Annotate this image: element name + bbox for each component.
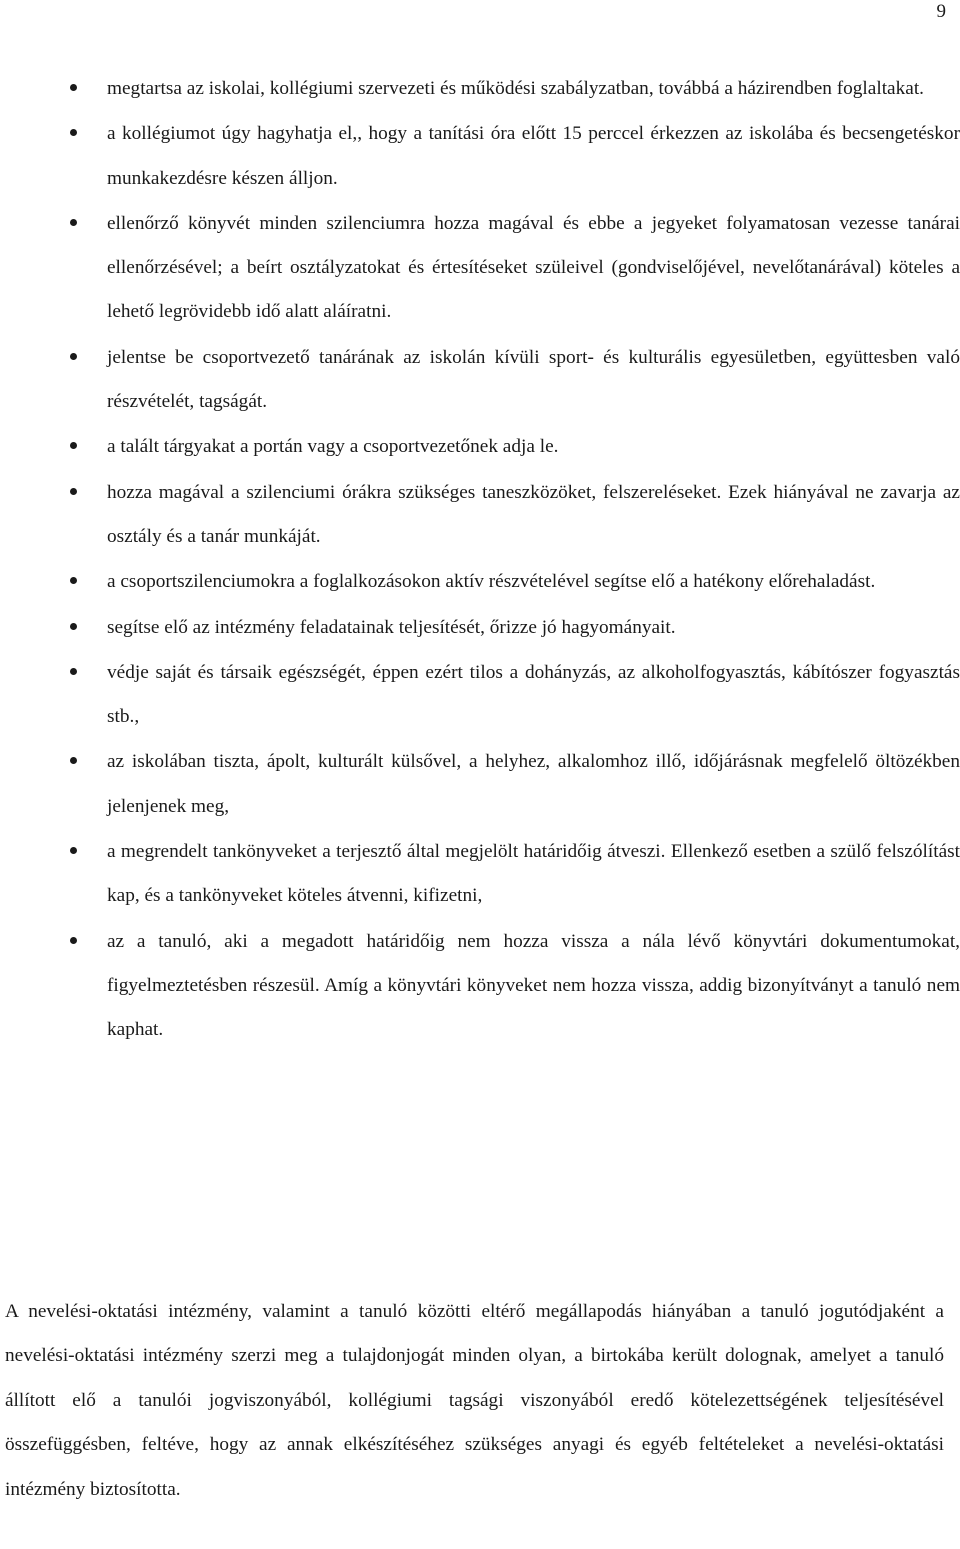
list-item-text: a kollégiumot úgy hagyhatja el,, hogy a tanítási óra előtt 15 perccel érkezzen az iskolába és becsengetéskor munkakezdésre készen álljon.: [107, 123, 960, 189]
list-item: [0, 336, 960, 425]
list-item: [0, 740, 960, 829]
list-item-text: az iskolában tiszta, ápolt, kulturált külsővel, a helyhez, alkalomhoz illő, időjárásnak megfelelő öltözékben jelenjenek meg,: [107, 751, 960, 817]
bullet-icon: [70, 623, 77, 630]
list-item-text: hozza magával a szilenciumi órákra szükséges taneszközöket, felszereléseket. Ezek hiányával ne zavarja az osztály és a tanár munkáját.: [107, 481, 960, 547]
list-item: [0, 112, 960, 201]
bullet-icon: [70, 219, 77, 226]
list-item-text: segítse elő az intézmény feladatainak teljesítését, őrizze jó hagyományait.: [107, 616, 676, 638]
list-item-text: jelentse be csoportvezető tanárának az iskolán kívüli sport- és kulturális egyesületben, együttesben való részvételét, tagságát.: [107, 346, 960, 413]
list-item-text: védje saját és társaik egészségét, éppen ezért tilos a dohányzás, az alkoholfogyasztás, kábítószer fogyasztás stb.,: [107, 661, 960, 728]
bullet-icon: [70, 577, 77, 584]
list-item-text: ellenőrző könyvét minden szilenciumra hozza magával és ebbe a jegyeket folyamatosan vezesse tanárai ellenőrzésével; a beírt osztályzatokat és értesítéseket szüleivel (gondviselőjével, nevelőtanárával) köteles a lehető legrövidebb idő alatt aláíratni.: [107, 212, 960, 323]
bullet-icon: [70, 129, 77, 136]
list-item: [0, 920, 960, 1053]
bullet-icon: [70, 84, 77, 91]
list-item-text: megtartsa az iskolai, kollégiumi szervezeti és működési szabályzatban, továbbá a házirendben foglaltakat.: [107, 78, 924, 99]
bullet-icon: [70, 442, 77, 449]
list-item: [0, 651, 960, 740]
list-item: [0, 67, 960, 111]
list-item: [0, 560, 960, 604]
body-paragraph: A nevelési-oktatási intézmény, valamint a tanuló közötti eltérő megállapodás hiányában a tanuló jogutódjaként a nevelési-oktatási intézmény szerzi meg a tulajdonjogát minden olyan, a birtokába került dolognak, amelyet a tanuló állított elő a tanulói jogviszonyából, kollégiumi tagsági viszonyából eredő kötelezettségének teljesítésével összefüggésben, feltéve, hogy az annak elkészítéséhez szükséges anyagi és egyéb feltételeket a nevelési-oktatási intézmény biztosította.: [5, 1301, 944, 1500]
list-item: [0, 471, 960, 560]
list-item-text: az a tanuló, aki a megadott határidőig nem hozza vissza a nála lévő könyvtári dokumentumokat, figyelmeztetésben részesül. Amíg a könyvtári könyveket nem hozza vissza, addig bizonyítványt a tanuló nem kaphat.: [107, 930, 960, 1041]
list-item: [0, 606, 960, 650]
bullet-icon: [70, 847, 77, 854]
list-item-text: a csoportszilenciumokra a foglalkozásokon aktív részvételével segítse elő a hatékony előrehaladást.: [107, 571, 876, 593]
list-item: [0, 202, 960, 335]
bullet-list: [0, 67, 960, 1053]
list-item: [0, 830, 960, 919]
bullet-icon: [70, 757, 77, 764]
list-item-text: a talált tárgyakat a portán vagy a csoportvezetőnek adja le.: [107, 436, 559, 458]
bullet-icon: [70, 937, 77, 944]
list-item: [0, 425, 960, 469]
bullet-icon: [70, 668, 77, 675]
bullet-icon: [70, 488, 77, 495]
list-item-text: a megrendelt tankönyveket a terjesztő által megjelölt határidőig átveszi. Ellenkező esetben a szülő felszólítást kap, és a tankönyveket köteles átvenni, kifizetni,: [107, 841, 960, 907]
bullet-icon: [70, 353, 77, 360]
page-number: 9: [936, 1, 946, 22]
